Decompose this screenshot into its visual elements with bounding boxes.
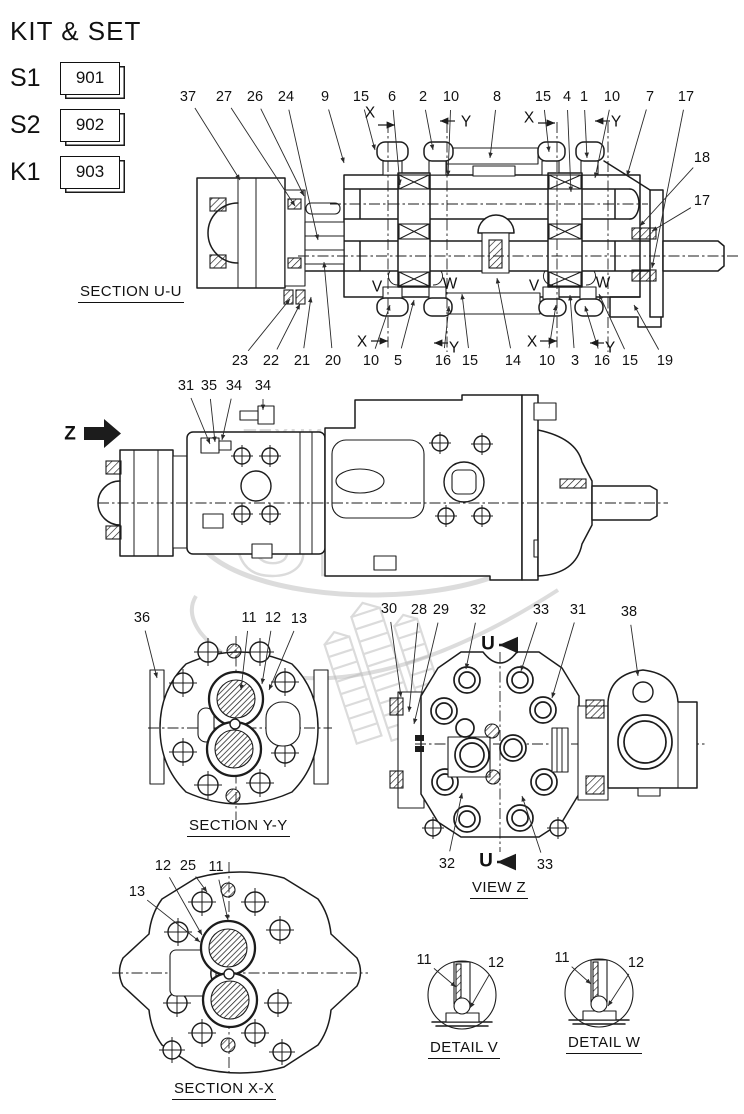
section-yy-label: SECTION Y-Y (187, 817, 290, 837)
callout-number: 15 (621, 353, 639, 369)
callout-number: 21 (293, 353, 311, 369)
callout-number: 11 (241, 610, 257, 626)
callout-number: 10 (603, 89, 621, 105)
kit-set-title: KIT & SET (10, 16, 142, 46)
view-z-drawing (390, 652, 705, 852)
callout-number: 10 (362, 353, 380, 369)
callout-number: 11 (208, 859, 224, 875)
callout-leader (248, 299, 290, 351)
z-direction-arrow (84, 419, 121, 448)
plane-letter: W (595, 274, 611, 292)
section-uu-label: SECTION U-U (78, 283, 184, 303)
callout-number: 32 (469, 602, 487, 618)
section-xx-label: SECTION X-X (172, 1080, 276, 1100)
callout-number: 18 (693, 150, 711, 166)
callout-number: 19 (656, 353, 674, 369)
callout-number: 20 (324, 353, 342, 369)
callout-leader (640, 168, 693, 226)
callout-number: 28 (410, 602, 428, 618)
detail-w-label: DETAIL W (566, 1034, 642, 1054)
detail-w-drawing (565, 959, 633, 1027)
plane-letter: U (481, 633, 495, 655)
callout-number: 13 (128, 884, 146, 900)
callout-number: 38 (620, 604, 638, 620)
kit-code: S2 (10, 110, 41, 139)
callout-number: 36 (133, 610, 151, 626)
callout-number: 15 (534, 89, 552, 105)
kit-row-s2 (10, 105, 141, 145)
callout-number: 15 (352, 89, 370, 105)
plane-letter: X (526, 333, 538, 351)
plane-letter: V (528, 277, 540, 295)
kit-row-k1 (10, 152, 141, 192)
plane-letter: Y (610, 113, 622, 131)
callout-number: 2 (418, 89, 428, 105)
callout-number: 31 (177, 378, 195, 394)
callout-number: 13 (290, 611, 308, 627)
callout-number: 15 (461, 353, 479, 369)
callout-number: 7 (645, 89, 655, 105)
plane-letter: Y (448, 339, 460, 357)
section-xx-drawing (112, 862, 368, 1073)
plane-letter: V (371, 278, 383, 296)
plane-letter: Y (460, 113, 472, 131)
callout-number: 30 (380, 601, 398, 617)
callout-number: 11 (416, 952, 432, 968)
callout-number: 12 (627, 955, 645, 971)
view-z-label: VIEW Z (470, 879, 528, 899)
callout-number: 25 (179, 858, 197, 874)
callout-number: 8 (492, 89, 502, 105)
callout-number: 12 (264, 610, 282, 626)
detail-v-label: DETAIL V (428, 1039, 500, 1059)
callout-number: 26 (246, 89, 264, 105)
callout-number: 9 (320, 89, 330, 105)
callout-number: 34 (254, 378, 272, 394)
callout-number: 14 (504, 353, 522, 369)
callout-number: 33 (532, 602, 550, 618)
callout-number: 4 (562, 89, 572, 105)
callout-leader (631, 625, 638, 676)
plane-letter: Y (604, 339, 616, 357)
kit-set-legend (10, 16, 141, 199)
callout-number: 32 (438, 856, 456, 872)
callout-number: 12 (154, 858, 172, 874)
callout-number: 37 (179, 89, 197, 105)
plane-letter: Z (64, 423, 76, 445)
detail-v-drawing (428, 961, 496, 1029)
section-yy-drawing (148, 636, 332, 820)
plane-letter: W (442, 275, 458, 293)
callout-number: 24 (277, 89, 295, 105)
callout-number: 16 (434, 353, 452, 369)
callout-number: 12 (487, 955, 505, 971)
callout-number: 27 (215, 89, 233, 105)
callout-number: 31 (569, 602, 587, 618)
callout-number: 22 (262, 353, 280, 369)
kit-row-s1 (10, 58, 141, 98)
callout-number: 10 (538, 353, 556, 369)
callout-number: 1 (579, 89, 589, 105)
callout-number: 10 (442, 89, 460, 105)
callout-number: 3 (570, 353, 580, 369)
callout-number: 35 (200, 378, 218, 394)
callout-leader (195, 108, 240, 180)
plane-letter: X (364, 104, 376, 122)
kit-part-number-box: 902 (60, 109, 120, 142)
callout-number: 17 (693, 193, 711, 209)
plane-letter: X (523, 109, 535, 127)
kit-part-number-box: 903 (60, 156, 120, 189)
callout-number: 17 (677, 89, 695, 105)
kit-code: K1 (10, 157, 41, 186)
callout-number: 6 (387, 89, 397, 105)
callout-leader (627, 109, 646, 176)
callout-number: 33 (536, 857, 554, 873)
callout-number: 11 (554, 950, 570, 966)
callout-leader (324, 262, 332, 348)
callout-leader (329, 109, 344, 163)
callout-number: 23 (231, 353, 249, 369)
callout-number: 29 (432, 602, 450, 618)
plane-letter: X (356, 333, 368, 351)
callout-leader (570, 295, 574, 348)
side-view-drawing (84, 395, 668, 580)
callout-number: 16 (593, 353, 611, 369)
kit-code: S1 (10, 63, 41, 92)
kit-part-number-box: 901 (60, 62, 120, 95)
callout-number: 5 (393, 353, 403, 369)
callout-number: 34 (225, 378, 243, 394)
callout-leader (304, 297, 311, 348)
plane-letter: U (479, 850, 493, 872)
